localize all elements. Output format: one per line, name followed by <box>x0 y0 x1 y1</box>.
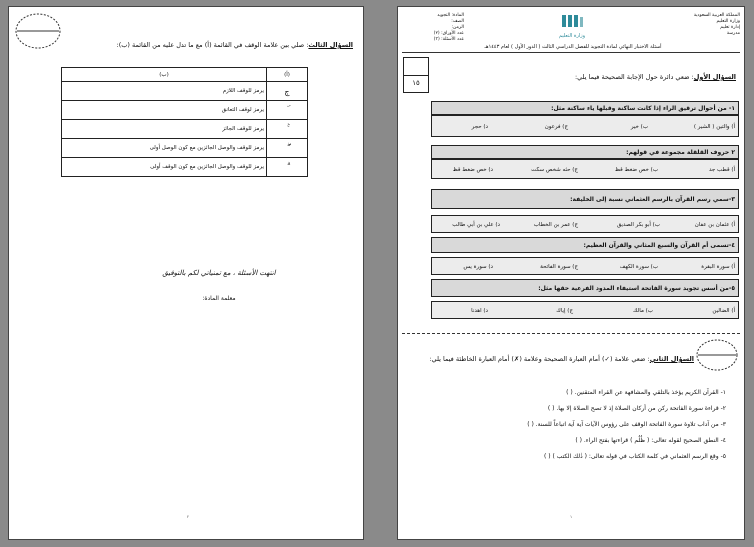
true-false-item[interactable]: ٢- قراءة سورة الفاتحة ركن من أركان الصلاة إذ لا تصح الصلاة إلا بها. ( ) <box>547 405 726 412</box>
option[interactable]: ج) عمر بن الخطاب <box>533 222 578 228</box>
ministry-logo <box>544 13 600 41</box>
question-2-title: السؤال الثاني <box>649 355 694 363</box>
header-left-line: الزمن: <box>451 25 464 30</box>
option[interactable]: أ) قطب جد <box>709 167 735 173</box>
options-row <box>431 257 739 275</box>
question-stem-bar <box>431 279 739 297</box>
score-circle <box>13 11 63 51</box>
option[interactable]: ج) سورة الفاتحة <box>540 264 578 270</box>
header-divider <box>402 52 740 53</box>
header-left-line: المادة: التجويد <box>437 13 464 18</box>
question-stem-bar <box>431 237 739 253</box>
true-false-item[interactable]: ٥- وقع الرسم العثماني في كلمة الكتاب في قوله تعالى: ( ذٰلك الكتب ) ( ) <box>543 453 726 460</box>
option[interactable]: ج) فرعون <box>544 124 568 130</box>
exam-page-1 <box>397 6 745 540</box>
header-left-line: الصف: <box>451 19 464 24</box>
header-left-block <box>404 13 464 43</box>
question-stem-bar <box>431 101 739 115</box>
option[interactable]: د) سورة يس <box>463 264 493 270</box>
option[interactable]: أ) عثمان بن عفان <box>694 222 735 228</box>
option[interactable]: د) حجر <box>471 124 488 130</box>
question-2-heading <box>414 355 694 364</box>
header-right-line: المملكة العربية السعودية <box>693 13 740 18</box>
option[interactable]: أ) سورة البقرة <box>701 264 735 270</box>
stop-symbol: ﭲ <box>267 82 308 101</box>
exam-page-2 <box>8 6 364 540</box>
options-row <box>431 159 739 179</box>
table-row <box>62 158 308 177</box>
closing-line: انتهت الأسئلة ، مع تمنياتي لكم بالتوفيق <box>162 269 276 277</box>
option[interactable]: أ) الضالين <box>712 308 735 314</box>
stop-meaning: يرمز للوقف الجائز <box>62 120 267 139</box>
score-value: ١٥ <box>412 79 420 87</box>
option[interactable]: د) علي بن أبي طالب <box>452 222 500 228</box>
question-stem: ٥-من أسس تجويد سورة الفاتحة استيفاء المدود الفرعية حقها مثل: <box>538 285 735 292</box>
header-right-line: إدارة تعليم <box>720 25 740 30</box>
stop-symbol <box>267 120 308 139</box>
question-stem: ٤-تسمى أم القرآن والسبع المثاني والقرآن العظيم: <box>583 242 735 249</box>
stop-symbol <box>267 101 308 120</box>
options-row <box>431 115 739 137</box>
page-number: ١ <box>570 514 573 519</box>
header-left-line: عدد الأسئلة: (٣) <box>433 37 464 42</box>
table-row <box>62 139 308 158</box>
option[interactable]: ج) حثه شخص سكت <box>531 167 578 173</box>
options-row <box>431 215 739 233</box>
matching-table <box>61 67 308 177</box>
question-1-title: السؤال الأول <box>693 73 736 81</box>
header-right-line: وزارة التعليم <box>716 19 740 24</box>
question-1-text: : ضعي دائرة حول الإجابة الصحيحة فيما يلي: <box>574 73 694 81</box>
table-row <box>62 82 308 101</box>
question-stem-bar <box>431 145 739 159</box>
score-box <box>403 57 429 93</box>
option[interactable]: د) خص ضغط قظ <box>452 167 493 173</box>
option[interactable]: أ) والتين ( الشير ) <box>693 124 735 130</box>
table-row <box>62 101 308 120</box>
question-1-heading <box>575 73 736 81</box>
question-stem-bar <box>431 189 739 209</box>
question-stem: ٣-سمي رسم القرآن بالرسم العثماني نسبة إلى الخليفة: <box>570 196 735 203</box>
exam-title: أسئلة الاختبار النهائي لمادة التجويد للفصل الدراسي الثالث ( الدور الأول ) لعام ١٤٤٣هـ <box>484 44 662 50</box>
stop-meaning: يرمز للوقف والوصل الجائزين مع كون الوصل أولى <box>62 139 267 158</box>
teacher-label: معلمة المادة: <box>202 295 236 302</box>
question-2-text: : ضعي علامة (✓) أمام العبارة الصحيحة وعلامة (✗) أمام العبارة الخاطئة فيما يلي: <box>429 355 650 363</box>
ministry-logo-icon <box>552 13 592 29</box>
page-number: ٢ <box>187 514 190 519</box>
true-false-item[interactable]: ٣- من آداب تلاوة سورة الفاتحة الوقف على رؤوس الآيات آية آية اتباعاً للسنة. ( ) <box>527 421 726 428</box>
col-b-header: (ب) <box>62 68 267 82</box>
q2-score-circle <box>694 337 740 373</box>
header-right-line: مدرسة <box>726 31 740 36</box>
stop-meaning: يرمز لوقف التعانق <box>62 101 267 120</box>
option[interactable]: ب) مالك <box>632 308 653 314</box>
logo-text: وزارة التعليم <box>558 33 586 39</box>
option[interactable]: ب) سورة الكهف <box>619 264 658 270</box>
question-3-heading <box>117 41 353 49</box>
option[interactable]: ب) أبو بكر الصديق <box>616 222 660 228</box>
true-false-item[interactable]: ٤- النطق الصحيح لقوله تعالى: ( ظُلُم ) قراءتها بفتح الراء. ( ) <box>575 437 726 444</box>
option[interactable]: ج) إياك <box>556 308 573 314</box>
header-left-line: عدد الأوراق: (٢) <box>433 31 464 36</box>
stop-meaning: يرمز للوقف والوصل الجائزين مع كون الوقف أولى <box>62 158 267 177</box>
options-row <box>431 301 739 319</box>
question-stem: ١- من أحوال ترقيق الراء إذا كانت ساكنة وقبلها ياء ساكنة مثل: <box>551 105 735 112</box>
section-divider <box>402 333 740 334</box>
true-false-item[interactable]: ١- القرآن الكريم يؤخذ بالتلقي والمشافهة عن القراء المتقنين. ( ) <box>566 389 726 396</box>
stop-symbol <box>267 139 308 158</box>
question-stem: ٢ حروف القلقلة مجموعة في قولهم: <box>626 149 735 156</box>
option[interactable]: ب) خير <box>630 124 648 130</box>
header-right-block <box>680 13 740 37</box>
option[interactable]: ب) خص ضغط قظ <box>614 167 658 173</box>
col-a-header: (أ) <box>267 68 308 82</box>
question-3-title: السؤال الثالث <box>308 41 353 49</box>
table-row <box>62 120 308 139</box>
question-3-text: : صلي بين علامة الوقف في القائمة (أ) مع ما تدل عليه من القائمة (ب): <box>116 41 309 49</box>
stop-symbol <box>267 158 308 177</box>
option[interactable]: د) اهدنا <box>471 308 488 314</box>
stop-meaning: يرمز للوقف اللازم <box>62 82 267 101</box>
